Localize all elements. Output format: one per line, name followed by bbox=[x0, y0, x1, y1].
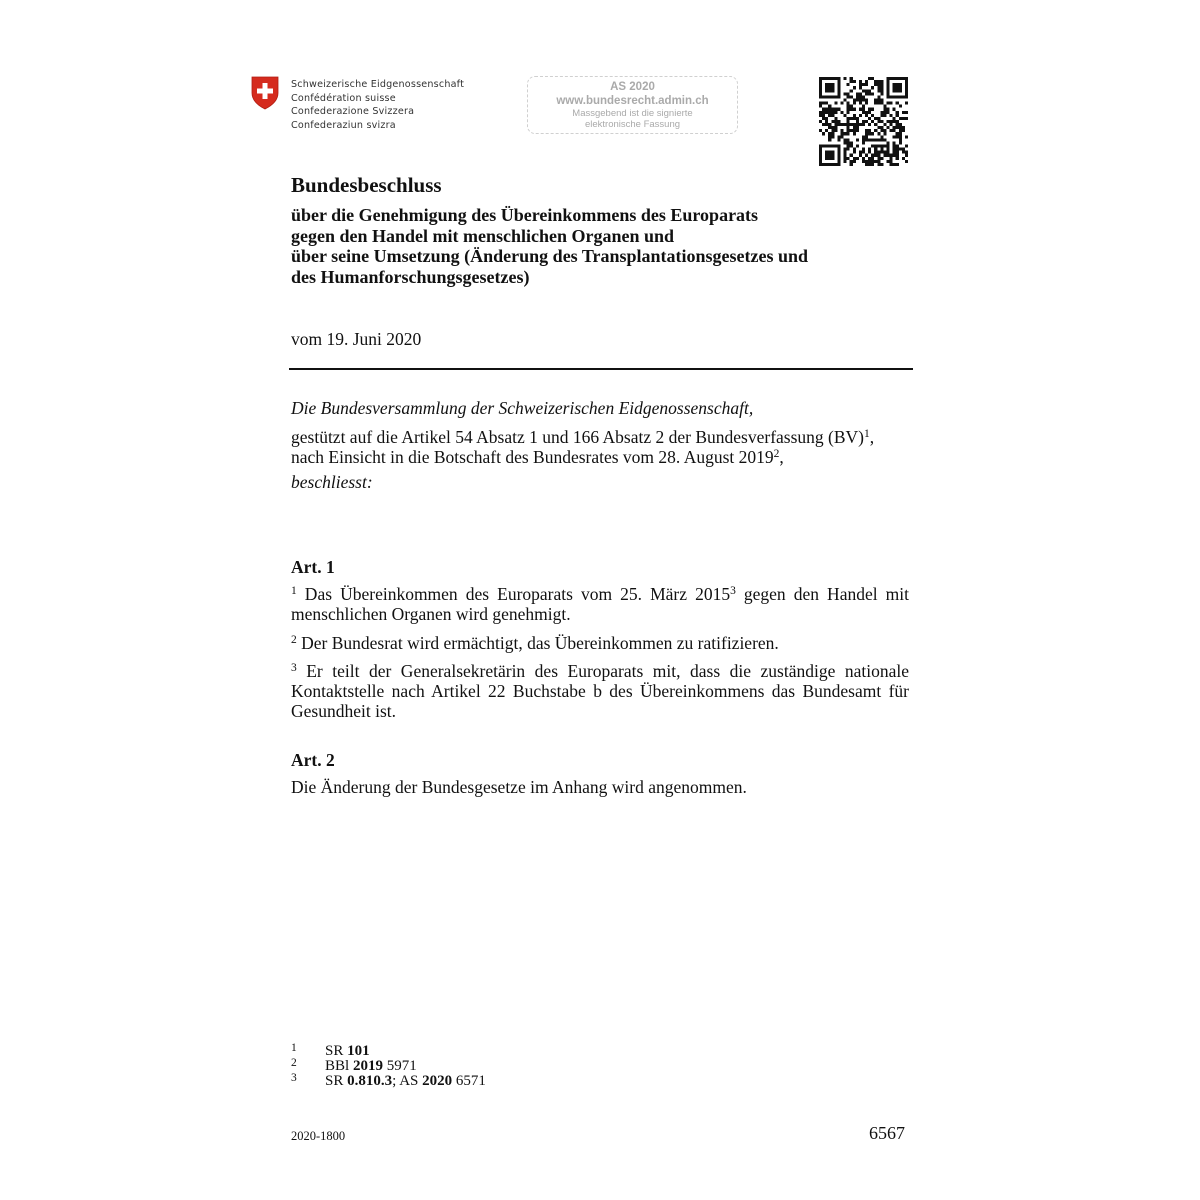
footnote-reference: 2020 bbox=[422, 1073, 453, 1089]
article-1-heading: Art. 1 bbox=[291, 557, 335, 577]
confederation-name-de: Schweizerische Eidgenossenschaft bbox=[291, 79, 465, 90]
paragraph-text: gegen den Handel mit bbox=[735, 584, 909, 604]
footnote-reference: 101 bbox=[347, 1043, 370, 1059]
document-subtitle bbox=[291, 205, 808, 287]
subtitle-line: gegen den Handel mit menschlichen Organen und bbox=[291, 225, 675, 246]
paragraph-number: 1 bbox=[291, 585, 297, 597]
subtitle-line: über seine Umsetzung (Änderung des Transplantationsgesetzes und bbox=[291, 246, 809, 266]
paragraph-text: Das Übereinkommen des Europarats vom 25. März 2015 bbox=[296, 584, 731, 604]
confederation-name-rm: Confederaziun svizra bbox=[291, 119, 396, 131]
article-2-heading: Art. 2 bbox=[291, 750, 335, 770]
swiss-coat-of-arms-icon bbox=[251, 76, 279, 110]
paragraph-line: Die Änderung der Bundesgesetze im Anhang wird angenommen. bbox=[291, 777, 747, 797]
footnote-reference: 0.810.3 bbox=[347, 1073, 393, 1089]
footnote-ref-1[interactable]: 1 bbox=[864, 428, 870, 440]
decree-date: vom 19. Juni 2020 bbox=[291, 329, 422, 349]
footnote-prefix: BBl bbox=[325, 1058, 353, 1074]
preamble-legal-basis bbox=[291, 427, 874, 447]
document-title: Bundesbeschluss bbox=[291, 173, 442, 197]
preamble-resolves: beschliesst: bbox=[291, 472, 373, 492]
footnote-prefix: SR bbox=[325, 1073, 348, 1089]
paragraph-line bbox=[291, 584, 909, 604]
preamble-authority: Die Bundesversammlung der Schweizerischen Eidgenossenschaft, bbox=[291, 398, 754, 418]
footnote-prefix: SR bbox=[325, 1043, 348, 1059]
article-1-paragraph-3 bbox=[291, 661, 909, 721]
qr-code-icon bbox=[819, 77, 908, 166]
footnote-rest: ; AS bbox=[392, 1073, 423, 1089]
article-1-paragraph-1 bbox=[291, 584, 909, 624]
preamble-punctuation: , bbox=[869, 427, 875, 447]
footnote-number: 3 bbox=[291, 1072, 297, 1084]
footnote-ref-2[interactable]: 2 bbox=[773, 448, 780, 460]
subtitle-line: des Humanforschungsgesetzes) bbox=[291, 266, 530, 287]
footnote-text bbox=[325, 1074, 486, 1089]
stamp-note-1: Massgebend ist die signierte bbox=[572, 108, 693, 119]
paragraph-text: Er teilt der Generalsekretärin des Europarats mit, dass die zuständige nationale bbox=[296, 661, 909, 681]
article-1-paragraph-2 bbox=[291, 633, 909, 653]
footnote-text bbox=[325, 1044, 370, 1059]
confederation-names bbox=[291, 78, 464, 132]
stamp-collection: AS 2020 bbox=[610, 81, 655, 93]
footnote-rest: 5971 bbox=[382, 1058, 417, 1074]
footnote-text bbox=[325, 1059, 417, 1074]
paragraph-line: Gesundheit ist. bbox=[291, 701, 396, 721]
subtitle-line: über die Genehmigung des Übereinkommens des Europarats bbox=[291, 205, 759, 225]
stamp-url: www.bundesrecht.admin.ch bbox=[556, 95, 709, 107]
footnote-number: 1 bbox=[291, 1042, 297, 1054]
paragraph-number: 3 bbox=[291, 662, 297, 674]
footnote-ref-3[interactable]: 3 bbox=[730, 585, 736, 597]
preamble-legal-basis-text: gestützt auf die Artikel 54 Absatz 1 und 166 Absatz 2 der Bundesverfassung (BV) bbox=[291, 427, 865, 447]
preamble-message bbox=[291, 447, 784, 467]
stamp-note-2: elektronische Fassung bbox=[584, 119, 681, 130]
paragraph-line: menschlichen Organen wird genehmigt. bbox=[291, 604, 571, 624]
article-2-text bbox=[291, 777, 909, 797]
preamble-punctuation: , bbox=[779, 447, 784, 467]
confederation-name-it: Confederazione Svizzera bbox=[291, 106, 415, 118]
paragraph-text: Der Bundesrat wird ermächtigt, das Übereinkommen zu ratifizieren. bbox=[296, 633, 779, 653]
footnote-reference: 2019 bbox=[352, 1058, 383, 1074]
confederation-name-fr: Confédération suisse bbox=[291, 92, 396, 104]
footnote-number: 2 bbox=[291, 1057, 297, 1069]
title-divider bbox=[289, 368, 913, 370]
page-number: 6567 bbox=[869, 1123, 905, 1143]
paragraph-line bbox=[291, 633, 909, 653]
document-number: 2020-1800 bbox=[291, 1129, 346, 1143]
official-publication-stamp bbox=[527, 76, 738, 134]
preamble-message-text: nach Einsicht in die Botschaft des Bundesrates vom 28. August 2019 bbox=[291, 447, 774, 467]
paragraph-line bbox=[291, 661, 909, 681]
paragraph-line: Kontaktstelle nach Artikel 22 Buchstabe b des Übereinkommens das Bundesamt für bbox=[291, 681, 909, 701]
paragraph-number: 2 bbox=[291, 634, 297, 646]
footnote-rest: 6571 bbox=[452, 1073, 486, 1089]
